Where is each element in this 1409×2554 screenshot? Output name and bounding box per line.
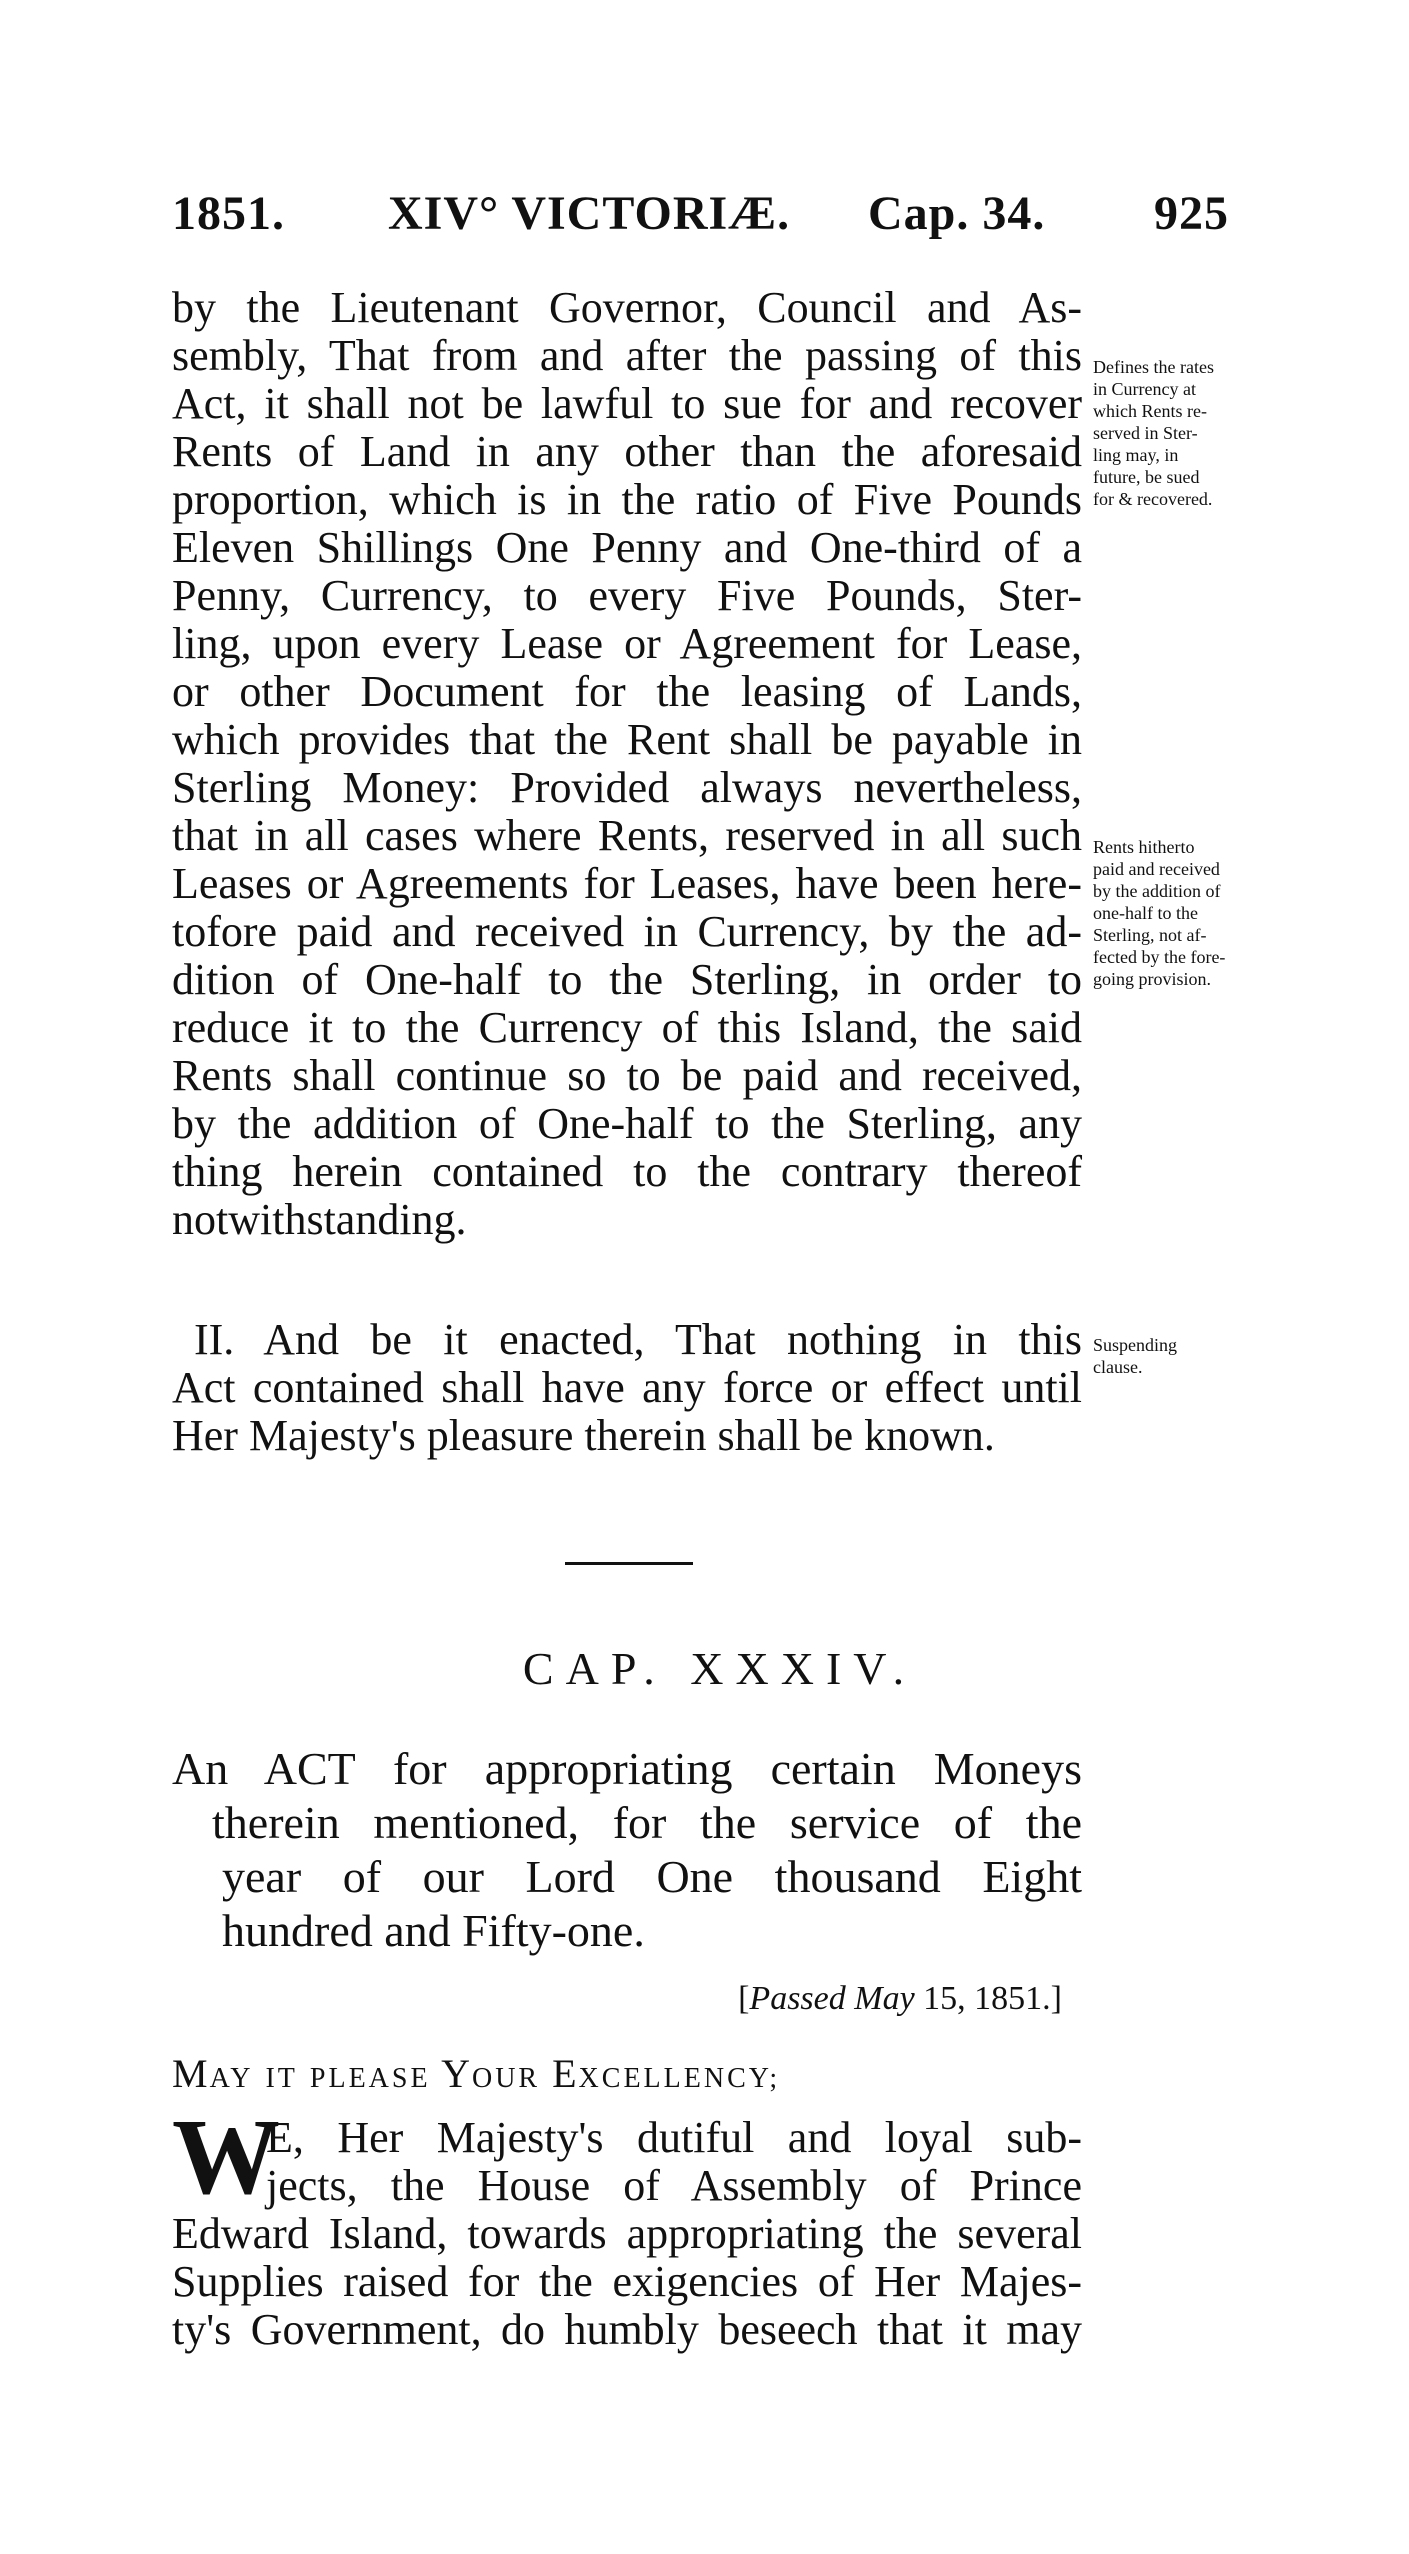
header-chapter: Cap. 34.: [868, 187, 1046, 240]
margin-note-line: ling may, in: [1093, 445, 1179, 465]
text-line: or other Document for the leasing of Lands,: [172, 667, 1082, 716]
text-line: sembly, That from and after the passing of this: [172, 331, 1082, 380]
text-line: dition of One-half to the Sterling, in order to: [172, 955, 1082, 1004]
margin-note-line: Defines the rates: [1093, 357, 1214, 377]
text-line: Act, it shall not be lawful to sue for and recover: [172, 379, 1082, 428]
text-line: notwithstanding.: [172, 1195, 467, 1244]
address-word: E: [552, 2051, 579, 2096]
margin-note-line: Sterling, not af-: [1093, 925, 1207, 945]
margin-note-line: going provision.: [1093, 969, 1212, 989]
margin-note-line: by the addition of: [1093, 881, 1221, 901]
text-line: proportion, which is in the ratio of Five Pounds: [172, 475, 1082, 524]
address-word: AY: [209, 2063, 254, 2094]
act-title: [172, 1742, 1082, 1958]
title-line: An ACT for appropriating certain Moneys: [172, 1743, 1082, 1794]
address-word: M: [172, 2051, 210, 2096]
address-salutation: [172, 2050, 780, 2097]
section-2-text: [172, 1316, 1082, 1460]
header-regnal-year: XIV° VICTORIÆ.: [388, 187, 791, 240]
margin-note-line: fected by the fore-: [1093, 947, 1226, 967]
title-line: therein mentioned, for the service of the: [212, 1797, 1082, 1848]
text-line: jects, the House of Assembly of Prince: [266, 2161, 1082, 2210]
section-1-text: [172, 284, 1082, 1244]
text-line: Supplies raised for the exigencies of Her Majes-: [172, 2257, 1082, 2306]
address-word: Y: [441, 2051, 472, 2096]
bracket-open: [: [738, 1980, 750, 2017]
text-line: Penny, Currency, to every Five Pounds, Ster-: [172, 571, 1082, 620]
margin-note-line: which Rents re-: [1093, 401, 1207, 421]
text-line: Sterling Money: Provided always nevertheless,: [172, 763, 1082, 812]
margin-note-line: Suspending: [1093, 1335, 1178, 1355]
passed-label: Passed May: [749, 1980, 915, 2017]
margin-note-line: served in Ster-: [1093, 423, 1198, 443]
text-line: thing herein contained to the contrary thereof: [172, 1147, 1082, 1196]
bracket-close: ]: [1050, 1980, 1062, 2017]
address-word: IT: [265, 2063, 298, 2094]
text-line: II. And be it enacted, That nothing in this: [194, 1315, 1082, 1364]
address-word: PLEASE: [309, 2063, 431, 2094]
drop-cap: W: [172, 2098, 280, 2217]
passed-date-value: 15, 1851.: [923, 1980, 1051, 2017]
margin-note-line: in Currency at: [1093, 379, 1196, 399]
header-page-number: 925: [1154, 187, 1229, 240]
text-line: Her Majesty's pleasure therein shall be known.: [172, 1411, 995, 1460]
margin-note-line: paid and received: [1093, 859, 1220, 879]
text-line: that in all cases where Rents, reserved in all such: [172, 811, 1082, 860]
margin-note-line: clause.: [1093, 1357, 1143, 1377]
address-word: XCELLENCY;: [578, 2063, 781, 2094]
margin-note-suspending-clause: [1093, 1334, 1273, 1378]
chapter-heading: CAP. XXXIV.: [522, 1643, 917, 1694]
title-line: hundred and Fifty-one.: [222, 1905, 645, 1956]
text-line: Act contained shall have any force or effect until: [172, 1363, 1082, 1412]
text-line: ling, upon every Lease or Agreement for Lease,: [172, 619, 1082, 668]
header-year: 1851.: [172, 187, 285, 240]
text-line: Leases or Agreements for Leases, have been here-: [172, 859, 1082, 908]
text-line: which provides that the Rent shall be payable in: [172, 715, 1082, 764]
margin-note-rates: [1093, 356, 1273, 510]
address-word: OUR: [471, 2063, 541, 2094]
margin-note-line: for & recovered.: [1093, 489, 1213, 509]
margin-note-rents-hitherto: [1093, 836, 1273, 990]
text-line: Rents of Land in any other than the aforesaid: [172, 427, 1082, 476]
text-line: by the Lieutenant Governor, Council and As-: [172, 283, 1082, 332]
text-line: Edward Island, towards appropriating the several: [172, 2209, 1082, 2258]
text-line: Rents shall continue so to be paid and received,: [172, 1051, 1082, 1100]
text-line: reduce it to the Currency of this Island, the said: [172, 1003, 1082, 1052]
title-line: year of our Lord One thousand Eight: [222, 1851, 1082, 1902]
margin-note-line: Rents hitherto: [1093, 837, 1195, 857]
text-line: ty's Government, do humbly beseech that it may: [172, 2305, 1082, 2354]
petition-text: [172, 2114, 1082, 2354]
margin-note-line: future, be sued: [1093, 467, 1200, 487]
text-line: E, Her Majesty's dutiful and loyal sub-: [266, 2113, 1082, 2162]
text-line: by the addition of One-half to the Sterling, any: [172, 1099, 1082, 1148]
margin-note-line: one-half to the: [1093, 903, 1198, 923]
section-divider: [565, 1562, 693, 1565]
text-line: tofore paid and received in Currency, by the ad-: [172, 907, 1082, 956]
passed-date: [700, 1980, 1062, 2018]
text-line: Eleven Shillings One Penny and One-third of a: [172, 523, 1082, 572]
